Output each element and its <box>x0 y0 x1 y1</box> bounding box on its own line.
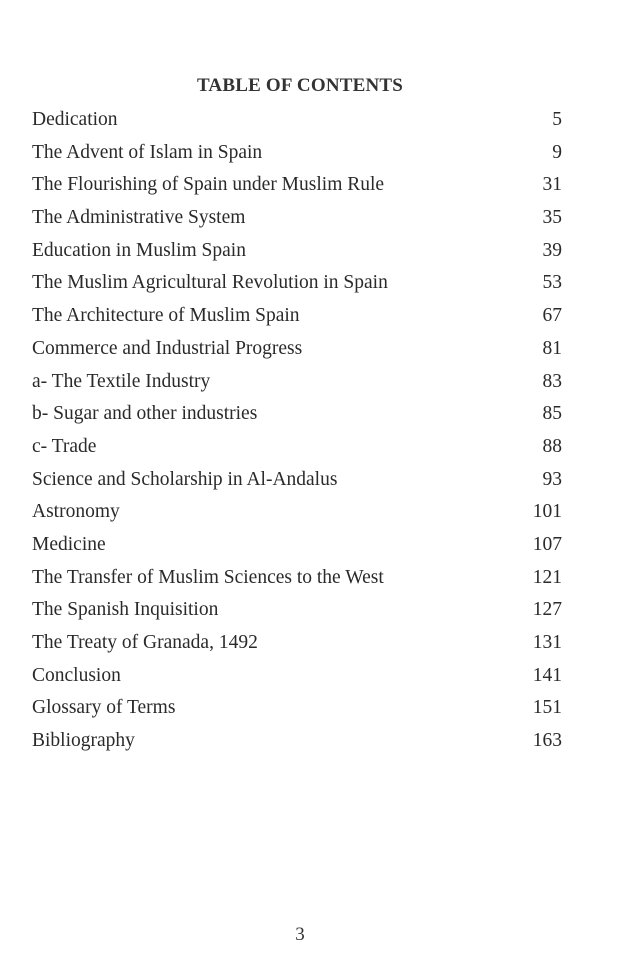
toc-entry-page: 101 <box>532 501 562 523</box>
toc-entry-page: 121 <box>532 566 562 588</box>
toc-entry-page: 127 <box>532 599 562 621</box>
toc-entry-page: 53 <box>542 272 562 294</box>
toc-entry-label: Education in Muslim Spain <box>32 239 246 261</box>
toc-entry <box>32 431 562 464</box>
toc-entry-label: The Architecture of Muslim Spain <box>32 305 300 327</box>
toc-entry-label: The Transfer of Muslim Sciences to the West <box>32 566 384 588</box>
toc-entry <box>32 692 562 725</box>
toc-entry-label: c- Trade <box>32 435 97 457</box>
toc-entry-page: 163 <box>532 730 562 752</box>
toc-entry-page: 83 <box>542 370 562 392</box>
toc-entry-label: The Spanish Inquisition <box>32 599 219 621</box>
toc-entry-label: Science and Scholarship in Al-Andalus <box>32 468 338 490</box>
toc-entry-label: Glossary of Terms <box>32 697 176 719</box>
toc-entry-label: Dedication <box>32 109 118 130</box>
page-number: 3 <box>295 924 305 945</box>
toc-entry <box>32 594 562 627</box>
toc-entry-page: 67 <box>542 305 562 327</box>
toc-entry-page: 85 <box>542 403 562 425</box>
toc-entry <box>32 660 562 693</box>
toc-entry-label: Medicine <box>32 533 106 555</box>
toc-entry <box>32 169 562 202</box>
toc-entry <box>32 464 562 497</box>
toc-title: TABLE OF CONTENTS <box>196 75 404 96</box>
toc-entry-label: Astronomy <box>32 501 120 523</box>
toc-entry <box>32 398 562 431</box>
toc-entry-page: 88 <box>542 435 562 457</box>
toc-entry-page: 5 <box>552 109 562 130</box>
toc-entry <box>32 202 562 235</box>
toc-entry-page: 31 <box>542 174 562 196</box>
toc-entry-page: 131 <box>532 632 562 653</box>
toc-entry <box>32 529 562 562</box>
toc-entry-page: 9 <box>552 141 562 163</box>
toc-entry-page: 141 <box>532 664 562 686</box>
toc-entry-label: a- The Textile Industry <box>32 370 211 392</box>
toc-entry-page: 39 <box>542 239 562 261</box>
toc-entry-label: Bibliography <box>32 730 135 752</box>
toc-entry <box>32 333 562 366</box>
toc-entry <box>32 267 562 300</box>
toc-entry-label: Conclusion <box>32 664 121 686</box>
toc-entry-label: b- Sugar and other industries <box>32 403 258 425</box>
toc-entry <box>32 366 562 399</box>
toc-list <box>32 104 562 758</box>
toc-entry <box>32 235 562 268</box>
toc-entry <box>32 562 562 595</box>
toc-entry <box>32 137 562 170</box>
toc-entry-label: The Flourishing of Spain under Muslim Rule <box>32 174 385 196</box>
toc-entry <box>32 627 562 660</box>
toc-entry-label: The Advent of Islam in Spain <box>32 141 263 163</box>
toc-entry-page: 93 <box>542 468 562 490</box>
toc-entry-page: 151 <box>532 697 562 719</box>
toc-entry-label: The Muslim Agricultural Revolution in Spain <box>32 272 388 294</box>
toc-entry-label: Commerce and Industrial Progress <box>32 337 303 359</box>
toc-entry-label: The Treaty of Granada, 1492 <box>32 632 258 653</box>
toc-entry <box>32 496 562 529</box>
toc-entry <box>32 104 562 137</box>
toc-entry-label: The Administrative System <box>32 207 246 229</box>
toc-entry-page: 35 <box>542 207 562 229</box>
toc-entry-page: 107 <box>532 533 562 555</box>
toc-entry <box>32 725 562 758</box>
toc-entry-page: 81 <box>542 337 562 359</box>
toc-entry <box>32 300 562 333</box>
